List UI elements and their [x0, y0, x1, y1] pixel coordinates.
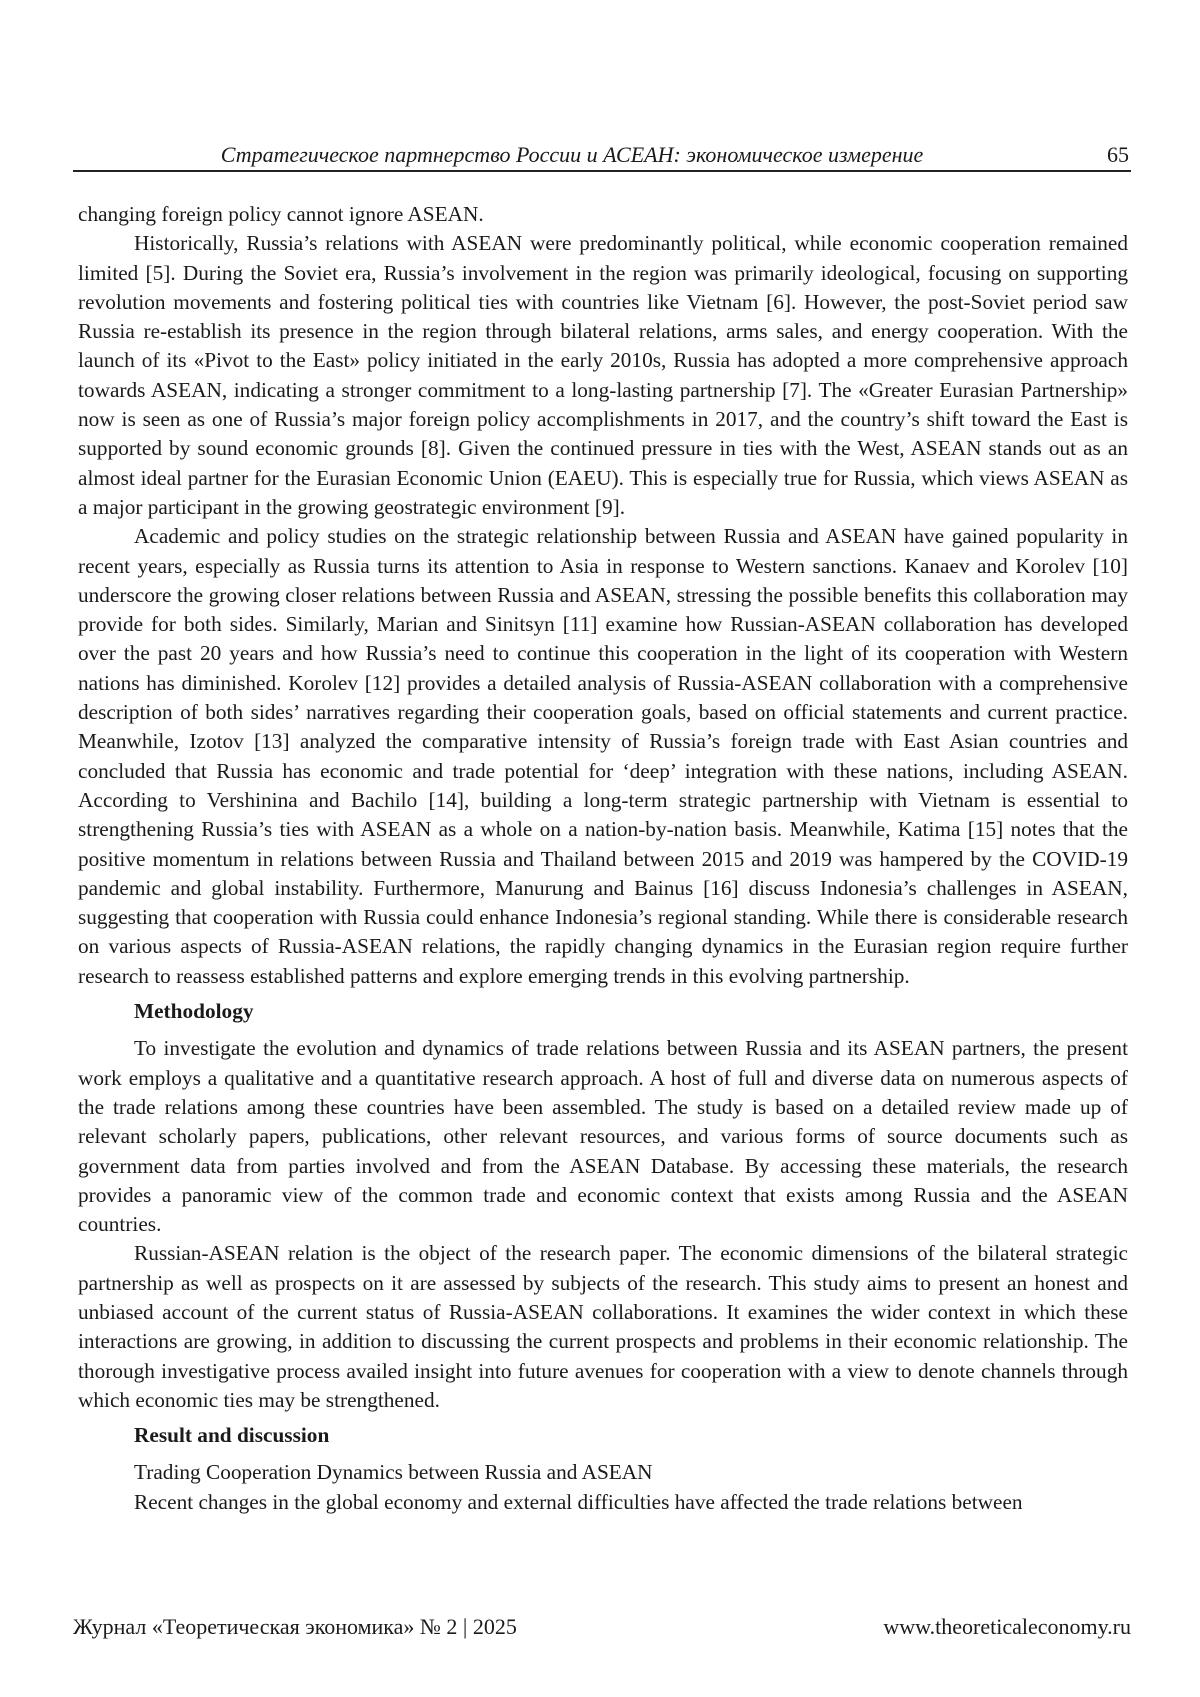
subheading-trading-dynamics: Trading Cooperation Dynamics between Russia and ASEAN: [134, 1460, 653, 1485]
heading-results: Result and discussion: [134, 1423, 330, 1448]
journal-website: www.theoreticaleconomy.ru: [883, 1614, 1131, 1639]
journal-citation: Журнал «Теоретическая экономика» № 2 | 2025: [73, 1614, 517, 1639]
paragraph-methodology: To investigate the evolution and dynamics of trade relations between Russia and its ASEAN partners, the present work employs a qualitative and a quantitative research approach. A host of full and diverse data on numerous aspects of the trade relations among these countries have been assembled. The study is based on a detailed review made up of relevant scholarly papers, publications, other relevant resources, and various forms of source documents such as government data from parties involved and from the ASEAN Database. By accessing these materials, the research provides a panoramic view of the common trade and economic context that exists among Russia and the ASEAN countries.: [78, 1036, 1128, 1237]
article-body: [78, 200, 1128, 1517]
paragraph-literature-review: Academic and policy studies on the strategic relationship between Russia and ASEAN have gained popularity in recent years, especially as Russia turns its attention to Asia in response to Western sanctions. Kanaev and Korolev [10] underscore the growing closer relations between Russia and ASEAN, stressing the possible benefits this collaboration may provide for both sides. Similarly, Marian and Sinitsyn [11] examine how Russian-ASEAN collaboration has developed over the past 20 years and how Russia’s need to continue this cooperation in the light of its cooperation with Western nations has diminished. Korolev [12] provides a detailed analysis of Russia-ASEAN collaboration with a comprehensive description of both sides’ narratives regarding their cooperation goals, based on official statements and current practice. Meanwhile, Izotov [13] analyzed the comparative intensity of Russia’s foreign trade with East Asian countries and concluded that Russia has economic and trade potential for ‘deep’ integration with these nations, including ASEAN. According to Vershinina and Bachilo [14], building a long-term strategic partnership with Vietnam is essential to strengthening Russia’s ties with ASEAN as a whole on a nation-by-nation basis. Meanwhile, Katima [15] notes that the positive momentum in relations between Russia and Thailand between 2015 and 2019 was hampered by the COVID-19 pandemic and global instability. Furthermore, Manurung and Bainus [16] discuss Indonesia’s challenges in ASEAN, suggesting that cooperation with Russia could enhance Indonesia’s regional standing. While there is considerable research on various aspects of Russia-ASEAN relations, the rapidly changing dynamics in the Eurasian region require further research to reassess established patterns and explore emerging trends in this evolving partnership.: [78, 524, 1128, 988]
running-header: [73, 142, 1131, 172]
running-title: Стратегическое партнерство России и АСЕАН: экономическое измерение: [220, 142, 924, 167]
paragraph-recent-changes: Recent changes in the global economy and external difficulties have affected the trade relations between: [134, 1489, 1023, 1514]
paragraph-research-object: Russian-ASEAN relation is the object of the research paper. The economic dimensions of the bilateral strategic partnership as well as prospects on it are assessed by subjects of the research. This study aims to present an honest and unbiased account of the current status of Russia-ASEAN collaborations. It examines the wider context in which these interactions are growing, in addition to discussing the current prospects and problems in their economic relationship. The thorough investigative process availed insight into future avenues for cooperation with a view to denote channels through which economic ties may be strengthened.: [78, 1241, 1128, 1412]
page-number: 65: [1107, 142, 1129, 167]
paragraph-historical: Historically, Russia’s relations with ASEAN were predominantly political, while economic cooperation remained limited [5]. During the Soviet era, Russia’s involvement in the region was primarily ideological, focusing on supporting revolution movements and fostering political ties with countries like Vietnam [6]. However, the post-Soviet period saw Russia re-establish its presence in the region through bilateral relations, arms sales, and energy cooperation. With the launch of its «Pivot to the East» policy initiated in the early 2010s, Russia has adopted a more comprehensive approach towards ASEAN, indicating a stronger commitment to a long-lasting partnership [7]. The «Greater Eurasian Partnership» now is seen as one of Russia’s major foreign policy accomplishments in 2017, and the country’s shift toward the East is supported by sound economic grounds [8]. Given the continued pressure in ties with the West, ASEAN stands out as an almost ideal partner for the Eurasian Economic Union (EAEU). This is especially true for Russia, which views ASEAN as a major participant in the growing geostrategic environment [9].: [78, 231, 1128, 519]
paragraph-continuation: changing foreign policy cannot ignore ASEAN.: [78, 202, 484, 226]
heading-methodology: Methodology: [134, 999, 254, 1024]
